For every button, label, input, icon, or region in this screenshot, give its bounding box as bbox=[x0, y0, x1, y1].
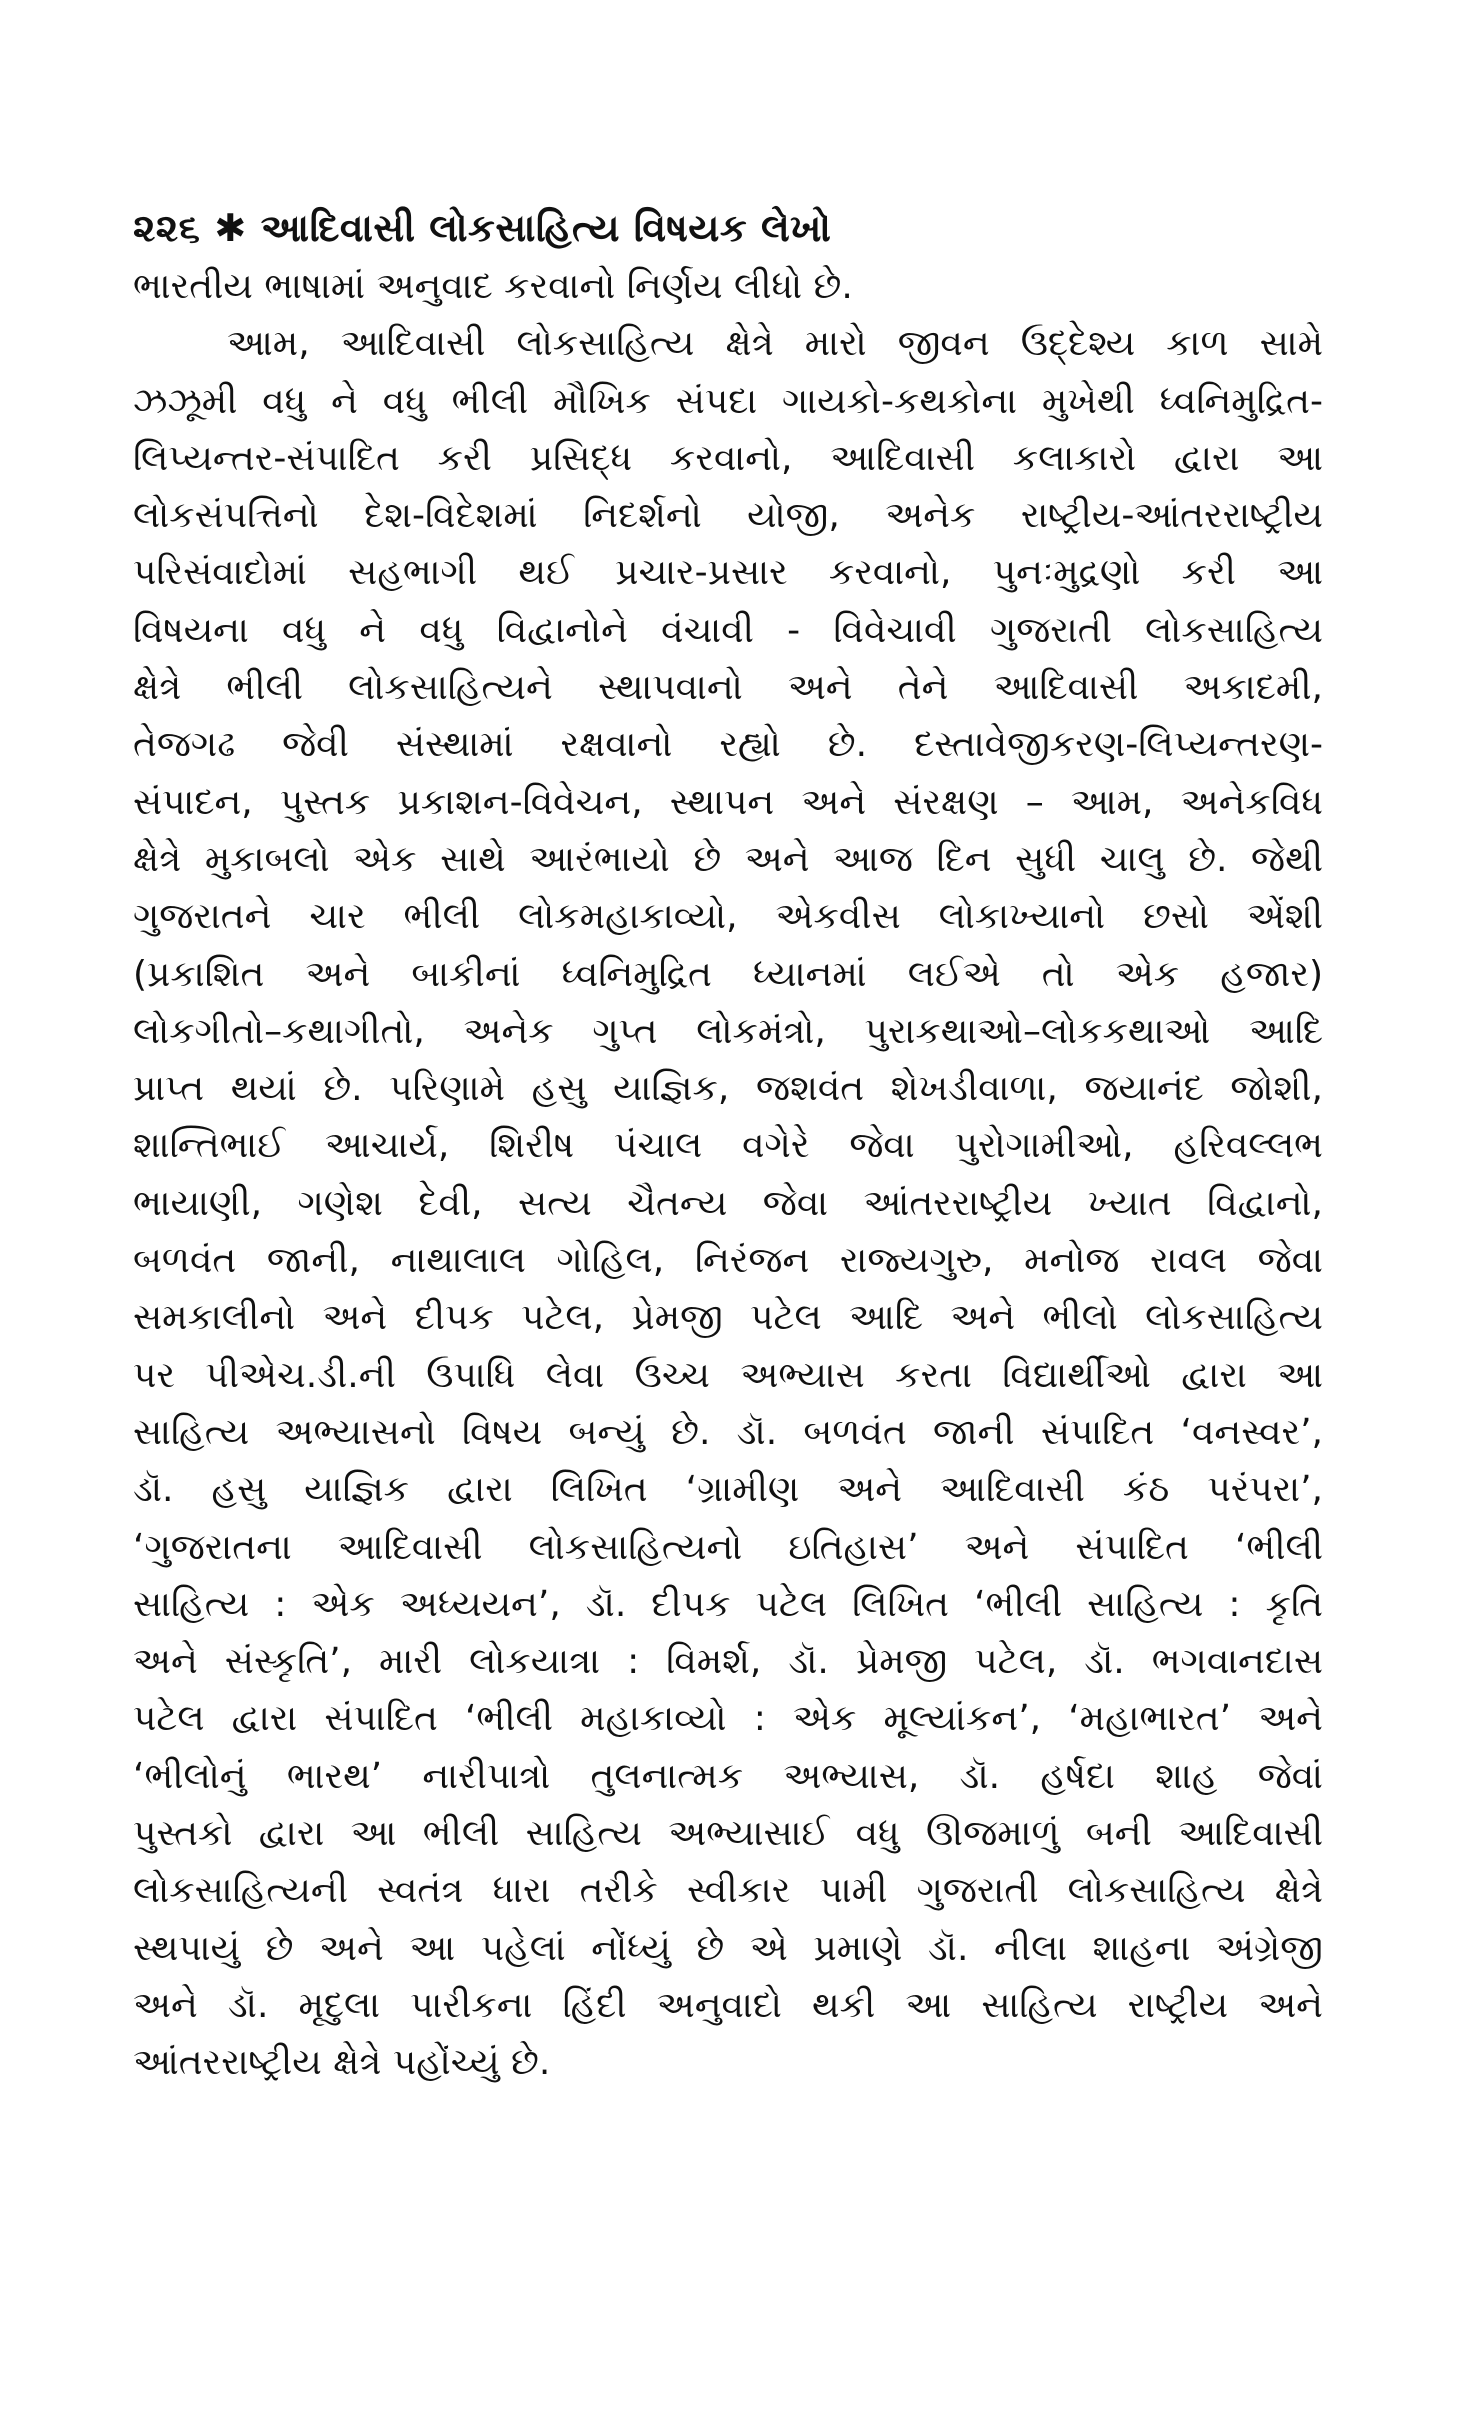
text-line: પુસ્તકો દ્વારા આ ભીલી સાહિત્ય અભ્યાસાઈ વધુ ઊજમાળું બની આદિવાસી bbox=[133, 1813, 1323, 1855]
asterisk-separator-icon: ✱ bbox=[214, 206, 247, 250]
text-line: ‘ગુજરાતના આદિવાસી લોકસાહિત્યનો ઇતિહાસ’ અને સંપાદિત ‘ભીલી bbox=[133, 1526, 1323, 1568]
paragraph-first-line: આમ, આદિવાસી લોકસાહિત્ય ક્ષેત્રે મારો જીવન ઉદ્દેશ્ય કાળ સામે bbox=[227, 323, 1323, 365]
text-line: પ્રાપ્ત થયાં છે. પરિણામે હસુ યાજ્ઞિક, જશવંત શેખડીવાળા, જયાનંદ જોશી, bbox=[133, 1068, 1323, 1110]
text-line: પટેલ દ્વારા સંપાદિત ‘ભીલી મહાકાવ્યો : એક મૂલ્યાંકન’, ‘મહાભારત’ અને bbox=[133, 1698, 1323, 1740]
text-line: સંપાદન, પુસ્તક પ્રકાશન-વિવેચન, સ્થાપન અને સંરક્ષણ – આમ, અનેકવિધ bbox=[133, 781, 1323, 823]
text-line: લિપ્યન્તર-સંપાદિત કરી પ્રસિદ્ધ કરવાનો, આદિવાસી કલાકારો દ્વારા આ bbox=[133, 437, 1323, 479]
text-line: ‘ભીલોનું ભારથ’ નારીપાત્રો તુલનાત્મક અભ્યાસ, ડૉ. હર્ષદા શાહ જેવાં bbox=[133, 1755, 1323, 1797]
text-line: ભારતીય ભાષામાં અનુવાદ કરવાનો નિર્ણય લીધો છે. bbox=[133, 266, 853, 307]
text-line: ભાયાણી, ગણેશ દેવી, સત્ય ચૈતન્ય જેવા આંતરરાષ્ટ્રીય ખ્યાત વિદ્વાનો, bbox=[133, 1182, 1323, 1224]
text-line: પર પીએચ.ડી.ની ઉપાધિ લેવા ઉચ્ચ અભ્યાસ કરતા વિદ્યાર્થીઓ દ્વારા આ bbox=[133, 1354, 1323, 1396]
text-line: શાન્તિભાઈ આચાર્ય, શિરીષ પંચાલ વગેરે જેવા પુરોગામીઓ, હરિવલ્લભ bbox=[133, 1125, 1323, 1167]
text-line: સમકાલીનો અને દીપક પટેલ, પ્રેમજી પટેલ આદિ અને ભીલો લોકસાહિત્ય bbox=[133, 1297, 1323, 1339]
page-number: ૨૨૬ bbox=[133, 206, 201, 250]
text-line: પરિસંવાદોમાં સહભાગી થઈ પ્રચાર-પ્રસાર કરવાનો, પુનઃમુદ્રણો કરી આ bbox=[133, 552, 1323, 594]
text-line: સાહિત્ય અભ્યાસનો વિષય બન્યું છે. ડૉ. બળવંત જાની સંપાદિત ‘વનસ્વર’, bbox=[133, 1411, 1323, 1453]
running-head bbox=[133, 198, 831, 258]
text-line: લોકગીતો–કથાગીતો, અનેક ગુપ્ત લોકમંત્રો, પુરાકથાઓ–લોકકથાઓ આદિ bbox=[133, 1010, 1323, 1052]
text-line: સાહિત્ય : એક અધ્યયન’, ડૉ. દીપક પટેલ લિખિત ‘ભીલી સાહિત્ય : કૃતિ bbox=[133, 1583, 1323, 1625]
text-line: વિષયના વધુ ને વધુ વિદ્વાનોને વંચાવી - વિવેચાવી ગુજરાતી લોકસાહિત્ય bbox=[133, 609, 1323, 651]
paragraph-last-line: આંતરરાષ્ટ્રીય ક્ષેત્રે પહોંચ્યું છે. bbox=[133, 2042, 551, 2084]
text-line: (પ્રકાશિત અને બાકીનાં ધ્વનિમુદ્રિત ધ્યાનમાં લઈએ તો એક હજાર) bbox=[133, 953, 1323, 995]
text-line: ઝઝૂમી વધુ ને વધુ ભીલી મૌખિક સંપદા ગાયકો-કથકોના મુખેથી ધ્વનિમુદ્રિત- bbox=[133, 380, 1323, 422]
text-line: ગુજરાતને ચાર ભીલી લોકમહાકાવ્યો, એકવીસ લોકાખ્યાનો છસો એંશી bbox=[133, 896, 1323, 938]
text-line: બળવંત જાની, નાથાલાલ ગોહિલ, નિરંજન રાજ્યગુરુ, મનોજ રાવલ જેવા bbox=[133, 1240, 1323, 1282]
book-title: આદિવાસી લોકસાહિત્ય વિષયક લેખો bbox=[260, 206, 832, 250]
text-line: અને ડૉ. મૃદુલા પારીકના હિંદી અનુવાદો થકી આ સાહિત્ય રાષ્ટ્રીય અને bbox=[133, 1984, 1323, 2026]
text-line: ક્ષેત્રે મુકાબલો એક સાથે આરંભાયો છે અને આજ દિન સુધી ચાલુ છે. જેથી bbox=[133, 838, 1323, 880]
text-line: ડૉ. હસુ યાજ્ઞિક દ્વારા લિખિત ‘ગ્રામીણ અને આદિવાસી કંઠ પરંપરા’, bbox=[133, 1469, 1323, 1511]
text-line: સ્થપાયું છે અને આ પહેલાં નોંધ્યું છે એ પ્રમાણે ડૉ. નીલા શાહના અંગ્રેજી bbox=[133, 1927, 1323, 1969]
text-line: તેજગઢ જેવી સંસ્થામાં રક્ષવાનો રહ્યો છે. દસ્તાવેજીકરણ-લિપ્યન્તરણ- bbox=[133, 724, 1323, 766]
text-line: લોકસાહિત્યની સ્વતંત્ર ધારા તરીકે સ્વીકાર પામી ગુજરાતી લોકસાહિત્ય ક્ષેત્રે bbox=[133, 1870, 1323, 1912]
body-text bbox=[133, 258, 1323, 2092]
text-line: લોકસંપત્તિનો દેશ-વિદેશમાં નિદર્શનો યોજી, અનેક રાષ્ટ્રીય-આંતરરાષ્ટ્રીય bbox=[133, 495, 1323, 537]
text-line: અને સંસ્કૃતિ’, મારી લોકયાત્રા : વિમર્શ, ડૉ. પ્રેમજી પટેલ, ડૉ. ભગવાનદાસ bbox=[133, 1641, 1323, 1683]
text-line: ક્ષેત્રે ભીલી લોકસાહિત્યને સ્થાપવાનો અને તેને આદિવાસી અકાદમી, bbox=[133, 667, 1323, 709]
